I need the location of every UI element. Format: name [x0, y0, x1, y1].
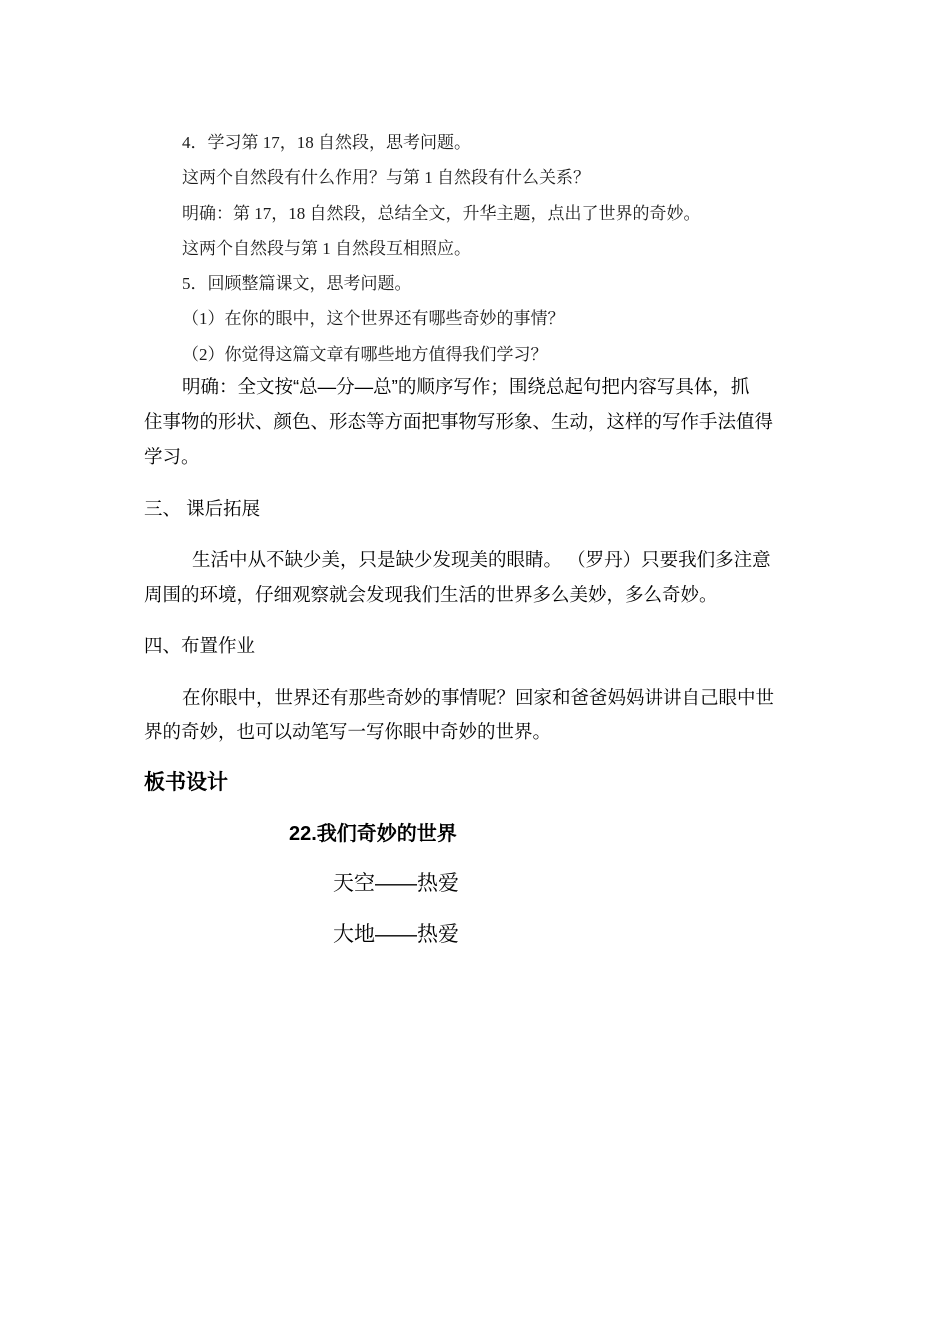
step5-question-1: （1）在你的眼中，这个世界还有哪些奇妙的事情？	[182, 309, 565, 328]
step4-question: 这两个自然段有什么作用？与第 1 自然段有什么关系？	[182, 168, 590, 187]
step5-answer-line: 学习。	[144, 446, 200, 467]
step4-heading: 4．学习第 17，18 自然段，思考问题。	[182, 133, 471, 152]
step5-question-2: （2）你觉得这篇文章有哪些地方值得我们学习？	[182, 345, 548, 364]
board-design-title: 22.我们奇妙的世界	[289, 823, 457, 845]
step5-answer-line: 住事物的形状、颜色、形态等方面把事物写形象、生动，这样的写作手法值得	[144, 411, 774, 432]
homework-heading: 四、布置作业	[144, 635, 256, 656]
homework-line: 界的奇妙，也可以动笔写一写你眼中奇妙的世界。	[144, 721, 552, 742]
homework-line: 在你眼中，世界还有那些奇妙的事情呢？回家和爸爸妈妈讲讲自己眼中世	[182, 687, 775, 708]
step5-heading: 5．回顾整篇课文，思考问题。	[182, 274, 412, 293]
board-design-heading: 板书设计	[144, 771, 228, 794]
extension-heading: 三、 课后拓展	[144, 498, 261, 519]
board-design-item: 大地——热爱	[333, 923, 459, 946]
board-design-item: 天空——热爱	[333, 872, 459, 895]
step4-answer-2: 这两个自然段与第 1 自然段互相照应。	[182, 239, 471, 258]
step4-answer-1: 明确：第 17，18 自然段，总结全文，升华主题，点出了世界的奇妙。	[182, 204, 701, 223]
extension-line: 周围的环境，仔细观察就会发现我们生活的世界多么美妙，多么奇妙。	[144, 584, 718, 605]
extension-line: 生活中从不缺少美，只是缺少发现美的眼睛。 （罗丹）只要我们多注意	[192, 549, 771, 570]
step5-answer-line: 明确：全文按“总—分—总”的顺序写作；围绕总起句把内容写具体，抓	[182, 376, 750, 397]
